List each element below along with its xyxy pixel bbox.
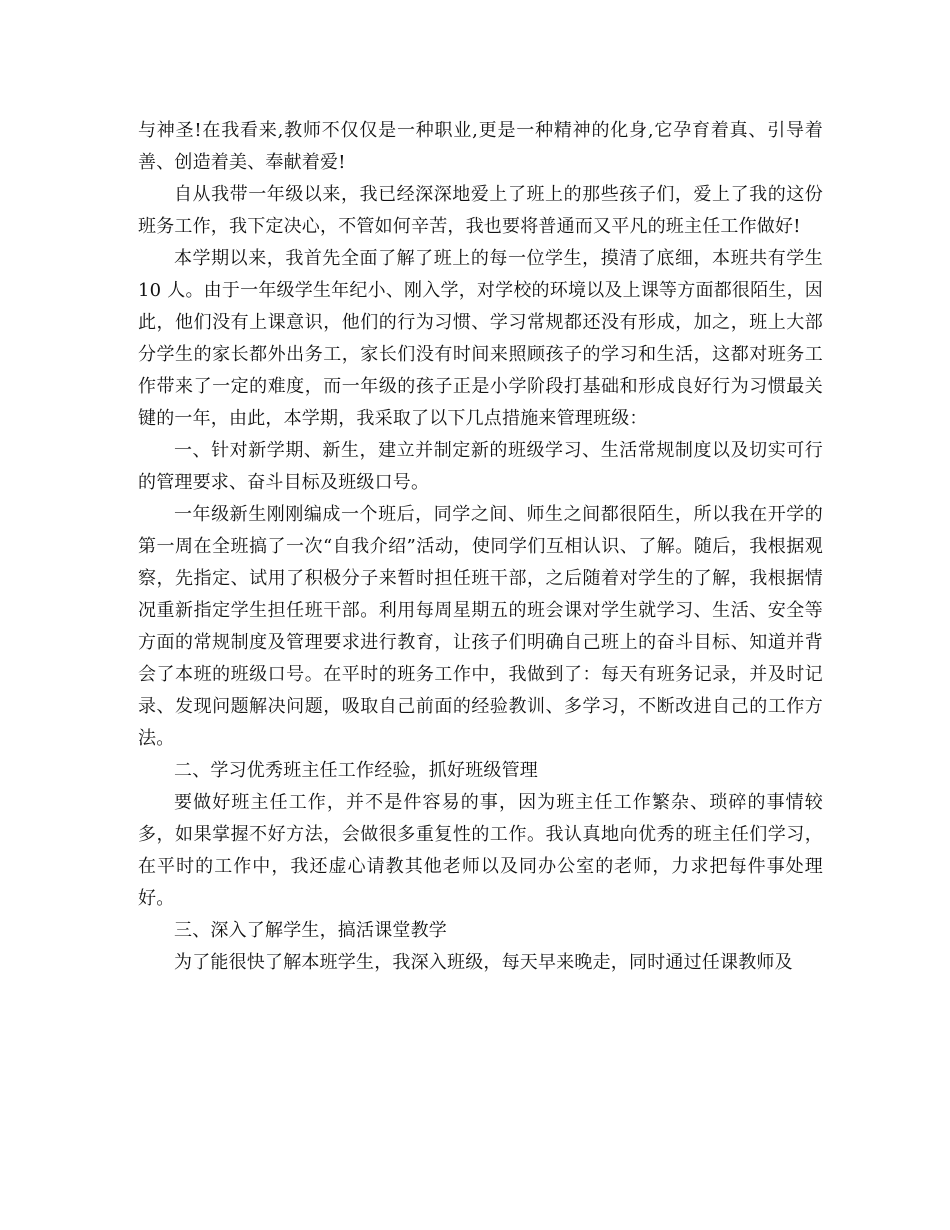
section-heading: 三、深入了解学生，搞活课堂教学	[174, 920, 447, 941]
paragraph: 本学期以来，我首先全面了解了班上的每一位学生，摸清了底细，本班共有学生 10 人。由于一年级学生年纪小、刚入学，对学校的环境以及上课等方面都很陌生，因此，他们没有上课意识，他们的行为习惯、学习常规都还没有形成，加之，班上大部分学生的家长都外出务工，家长们没有时间来照顾孩子的学习和生活，这都对班务工作带来了一定的难度，而一年级的孩子正是小学阶段打基础和形成良好行为习惯最关键的一年，由此，本学期，我采取了以下几点措施来管理班级：	[138, 248, 823, 429]
paragraph: 与神圣!在我看来,教师不仅仅是一种职业,更是一种精神的化身,它孕育着真、引导着善、创造着美、奉献着爱!	[138, 120, 823, 173]
paragraph: 一年级新生刚刚编成一个班后，同学之间、师生之间都很陌生，所以我在开学的第一周在全班搞了一次“自我介绍”活动，使同学们互相认识、了解。随后，我根据观察，先指定、试用了积极分子来暂时担任班干部，之后随着对学生的了解，我根据情况重新指定学生担任班干部。利用每周星期五的班会课对学生就学习、生活、安全等方面的常规制度及管理要求进行教育，让孩子们明确自己班上的奋斗目标、知道并背会了本班的班级口号。在平时的班务工作中，我做到了：每天有班务记录，并及时记录、发现问题解决问题，吸取自己前面的经验教训、多学习，不断改进自己的工作方法。	[138, 504, 823, 749]
paragraph: 为了能很快了解本班学生，我深入班级，每天早来晚走，同时通过任课教师及	[174, 952, 793, 973]
document-body	[138, 115, 823, 979]
paragraph: 要做好班主任工作，并不是件容易的事，因为班主任工作繁杂、琐碎的事情较多，如果掌握不好方法，会做很多重复性的工作。我认真地向优秀的班主任们学习，在平时的工作中，我还虚心请教其他老师以及同办公室的老师，力求把每件事处理好。	[138, 792, 823, 909]
section-heading: 二、学习优秀班主任工作经验，抓好班级管理	[174, 760, 538, 781]
section-heading-paragraph: 一、针对新学期、新生，建立并制定新的班级学习、生活常规制度以及切实可行的管理要求、奋斗目标及班级口号。	[138, 440, 823, 493]
paragraph: 自从我带一年级以来，我已经深深地爱上了班上的那些孩子们，爱上了我的这份班务工作，我下定决心，不管如何辛苦，我也要将普通而又平凡的班主任工作做好!	[138, 184, 823, 237]
